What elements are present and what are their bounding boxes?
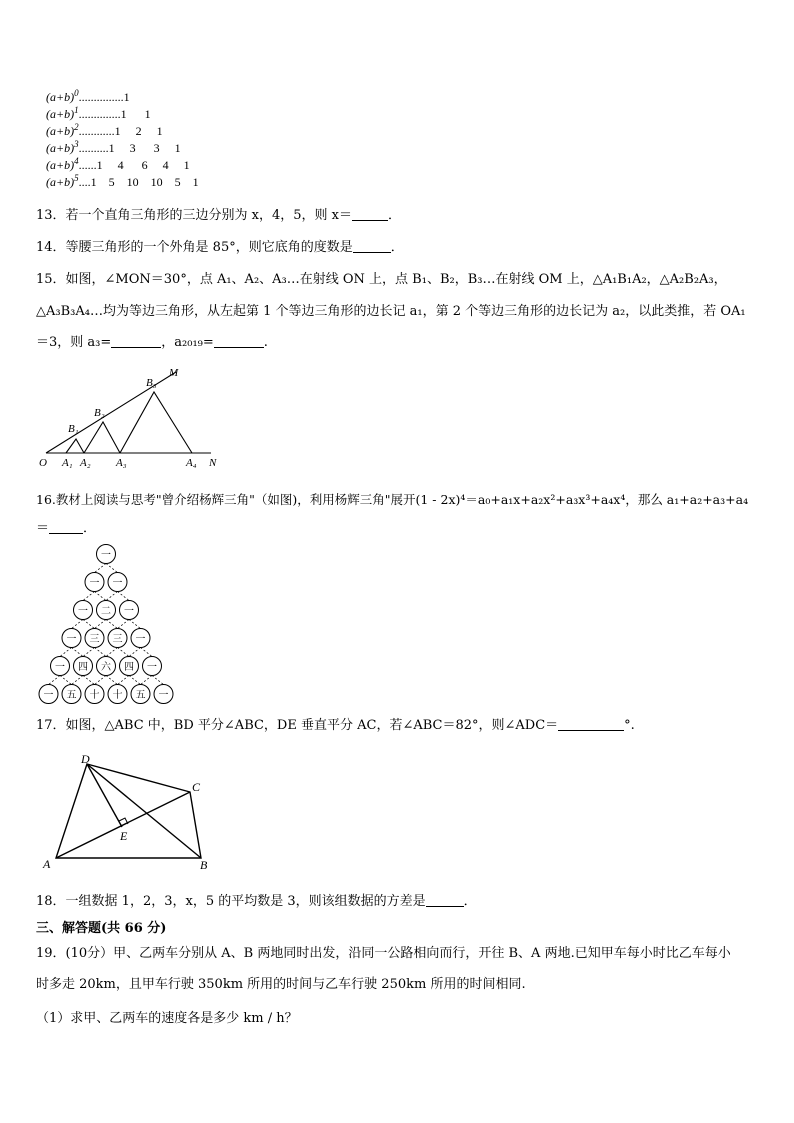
triangle-connector	[106, 620, 118, 629]
answer-blank[interactable]	[111, 333, 161, 348]
binomial-row: $(a+b)^0...............1$	[46, 88, 130, 104]
question-18: 18．一组数据 1，2，3，x，5 的平均数是 3，则该组数据的方差是 ．	[36, 894, 477, 909]
label-a1: A₁	[62, 457, 73, 469]
triangle-node-label: 一	[101, 550, 111, 561]
question-15-line3: ＝3，则 a₃= ，a₂₀₁₉= .	[36, 335, 268, 350]
triangle-connector	[83, 592, 95, 601]
triangle-node-label: 一	[43, 690, 54, 701]
label-b3: B₃	[146, 377, 157, 389]
label-c: C	[192, 780, 201, 794]
binomial-row: $(a+b)^5....1$ 5 10 10 5 1	[46, 173, 199, 189]
triangle-connector	[141, 676, 153, 685]
question-16-line2: ＝ ．	[36, 521, 97, 536]
triangle-node-label: 五	[66, 690, 77, 701]
label-d: D	[81, 752, 90, 766]
segment-de	[87, 764, 122, 827]
question-14: 14．等腰三角形的一个外角是 85°，则它底角的度数是 ．	[36, 240, 404, 255]
triangle-connector	[95, 592, 107, 601]
triangle-connector	[152, 676, 164, 685]
label-a3: A₃	[116, 457, 127, 469]
question-15-line1: 15．如图，∠MON＝30°，点 A₁、A₂、A₃…在射线 ON 上，点 B₁、B₂，B₃…在射线 OM 上，△A₁B₁A₂，△A₂B₂A₃，	[36, 272, 727, 287]
triangle-node-label: 一	[78, 606, 88, 617]
triangle-connector	[95, 676, 107, 685]
triangle-1	[66, 439, 84, 453]
label-m: M	[169, 367, 179, 379]
triangle-connector	[106, 564, 118, 573]
answer-blank[interactable]	[353, 238, 391, 253]
triangle-node-label: 四	[78, 662, 88, 673]
question-19-sub1: （1）求甲、乙两车的速度各是多少 km / h？	[36, 1011, 298, 1026]
triangle-connector	[106, 676, 118, 685]
question-13: 13．若一个直角三角形的三边分别为 x，4，5，则 x＝ ．	[36, 208, 402, 223]
quadrilateral-dabc	[56, 764, 201, 858]
triangle-connector	[83, 648, 95, 657]
triangle-connector	[49, 676, 61, 685]
label-a2: A₂	[80, 457, 91, 469]
triangle-node-label: 四	[124, 662, 134, 673]
triangle-connector	[141, 648, 153, 657]
answer-blank[interactable]	[352, 206, 388, 221]
triangle-connector	[118, 648, 130, 657]
triangle-connector	[118, 620, 130, 629]
triangle-3	[120, 392, 192, 453]
triangle-node-label: 三	[112, 634, 123, 645]
yanghui-triangle-figure	[36, 542, 176, 710]
question-19-line2: 时多走 20km，且甲车行驶 350km 所用的时间与乙车行驶 250km 所用的时间相同.	[36, 977, 526, 992]
triangle-connector	[72, 676, 84, 685]
triangle-connector	[106, 648, 118, 657]
triangle-node-label: 一	[147, 662, 157, 673]
triangle-connector	[83, 620, 95, 629]
triangle-node-label: 一	[66, 634, 77, 645]
triangle-connector	[95, 648, 107, 657]
triangle-connector	[118, 676, 130, 685]
label-a: A	[43, 857, 51, 871]
label-n: N	[209, 457, 217, 469]
triangle-node-label: 一	[158, 690, 169, 701]
triangle-connector	[72, 620, 84, 629]
triangle-connector	[118, 592, 130, 601]
label-b: B	[200, 858, 208, 872]
triangle-connector	[95, 620, 107, 629]
segment-db	[87, 764, 201, 858]
section-heading: 三、解答题(共 66 分)	[36, 921, 167, 936]
triangle-node-label: 十	[89, 690, 100, 701]
binomial-row: $(a+b)^3..........1$ 3 3 1	[46, 139, 181, 155]
triangle-node-label: 六	[101, 662, 111, 673]
yanghui-triangle-svg	[36, 542, 176, 710]
answer-blank[interactable]	[426, 892, 464, 907]
label-b1: B₁	[68, 423, 79, 435]
question-17: 17．如图，△ABC 中，BD 平分∠ABC，DE 垂直平分 AC，若∠ABC＝82°，则∠ADC＝ °.	[36, 718, 635, 733]
triangle-connector	[72, 648, 84, 657]
triangle-connector	[83, 676, 95, 685]
triangle-connector	[129, 648, 141, 657]
figure-17-quadrilateral	[38, 752, 218, 874]
label-b2: B₂	[94, 407, 105, 419]
label-e: E	[120, 829, 128, 843]
triangle-node-label: 三	[89, 634, 100, 645]
answer-blank[interactable]	[214, 333, 264, 348]
question-16-line1: 16.教材上阅读与思考"曾介绍杨辉三角"（如图)，利用杨辉三角"展开(1 - 2x)⁴＝a₀+a₁x+a₂x²+a₃x³+a₄x⁴，那么 a₁+a₂+a₃+a₄	[36, 492, 749, 507]
triangle-connector	[60, 648, 72, 657]
question-15-line2: △A₃B₃A₄…均为等边三角形，从左起第 1 个等边三角形的边长记 a₁，第 2 个等边三角形的边长记为 a₂，以此类推，若 OA₁	[36, 304, 746, 319]
binomial-row: $(a+b)^4......1$ 4 6 4 1	[46, 156, 190, 172]
triangle-connector	[129, 620, 141, 629]
triangle-node-label: 一	[124, 606, 134, 617]
figure-15-equilateral-chain	[36, 362, 226, 474]
question-19-line1: 19．(10分）甲、乙两车分别从 A、B 两地同时出发，沿同一公路相向而行，开往 B、A 两地.已知甲车每小时比乙车每小	[36, 946, 731, 961]
binomial-row: $(a+b)^1..............1$ 1	[46, 105, 151, 121]
label-o: O	[39, 457, 47, 469]
triangle-2	[84, 422, 120, 453]
triangle-connector	[129, 676, 141, 685]
binomial-row: $(a+b)^2............1$ 2 1	[46, 122, 163, 138]
triangle-node-label: 一	[89, 578, 100, 589]
triangle-connector	[106, 592, 118, 601]
triangle-node-label: 一	[55, 662, 65, 673]
triangle-node-label: 五	[135, 690, 146, 701]
label-a4: A₄	[186, 457, 197, 469]
triangle-node-label: 十	[112, 690, 123, 701]
answer-blank[interactable]	[558, 716, 624, 731]
answer-blank[interactable]	[49, 519, 83, 534]
triangle-node-label: 二	[101, 606, 111, 617]
triangle-connector	[60, 676, 72, 685]
segment-ac	[56, 792, 190, 858]
triangle-node-label: 一	[135, 634, 146, 645]
triangle-node-label: 一	[112, 578, 123, 589]
triangle-connector	[95, 564, 107, 573]
